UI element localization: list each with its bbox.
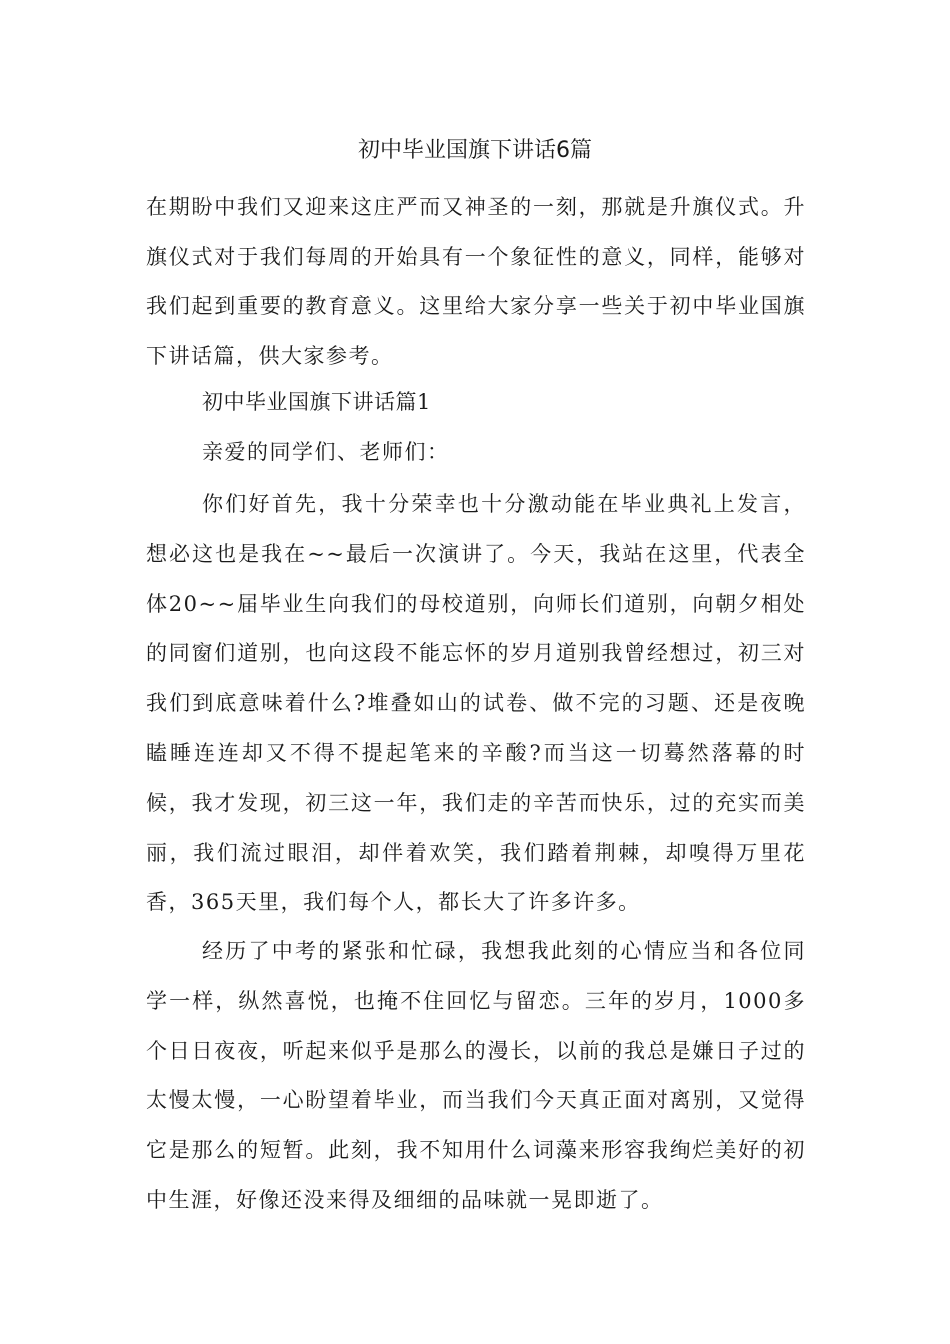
body-paragraph-1: 你们好首先，我十分荣幸也十分激动能在毕业典礼上发言，想必这也是我在~~最后一次演讲了。今天，我站在这里，代表全体20~~届毕业生向我们的母校道别，向师长们道别，向朝夕相处的同窗们道别，也向这段不能忘怀的岁月道别我曾经想过，初三对我们到底意味着什么?堆叠如山的试卷、做不完的习题、还是夜晚瞌睡连连却又不得不提起笔来的辛酸?而当这一切蓦然落幕的时候，我才发现，初三这一年，我们走的辛苦而快乐，过的充实而美丽，我们流过眼泪，却伴着欢笑，我们踏着荆棘，却嗅得万里花香，365天里，我们每个人，都长大了许多许多。 bbox=[146, 492, 806, 915]
section-heading: 初中毕业国旗下讲话篇1 bbox=[202, 390, 431, 414]
document-title: 初中毕业国旗下讲话6篇 bbox=[358, 138, 592, 163]
intro-paragraph: 在期盼中我们又迎来这庄严而又神圣的一刻，那就是升旗仪式。升旗仪式对于我们每周的开始具有一个象征性的意义，同样，能够对我们起到重要的教育意义。这里给大家分享一些关于初中毕业国旗下讲话篇，供大家参考。 bbox=[146, 195, 806, 368]
body-paragraph-2: 经历了中考的紧张和忙碌，我想我此刻的心情应当和各位同学一样，纵然喜悦，也掩不住回忆与留恋。三年的岁月，1000多个日日夜夜，听起来似乎是那么的漫长，以前的我总是嫌日子过的太慢太慢，一心盼望着毕业，而当我们今天真正面对离别，又觉得它是那么的短暂。此刻，我不知用什么词藻来形容我绚烂美好的初中生涯，好像还没来得及细细的品味就一晃即逝了。 bbox=[146, 939, 806, 1212]
greeting-line: 亲爱的同学们、老师们： bbox=[202, 440, 450, 464]
